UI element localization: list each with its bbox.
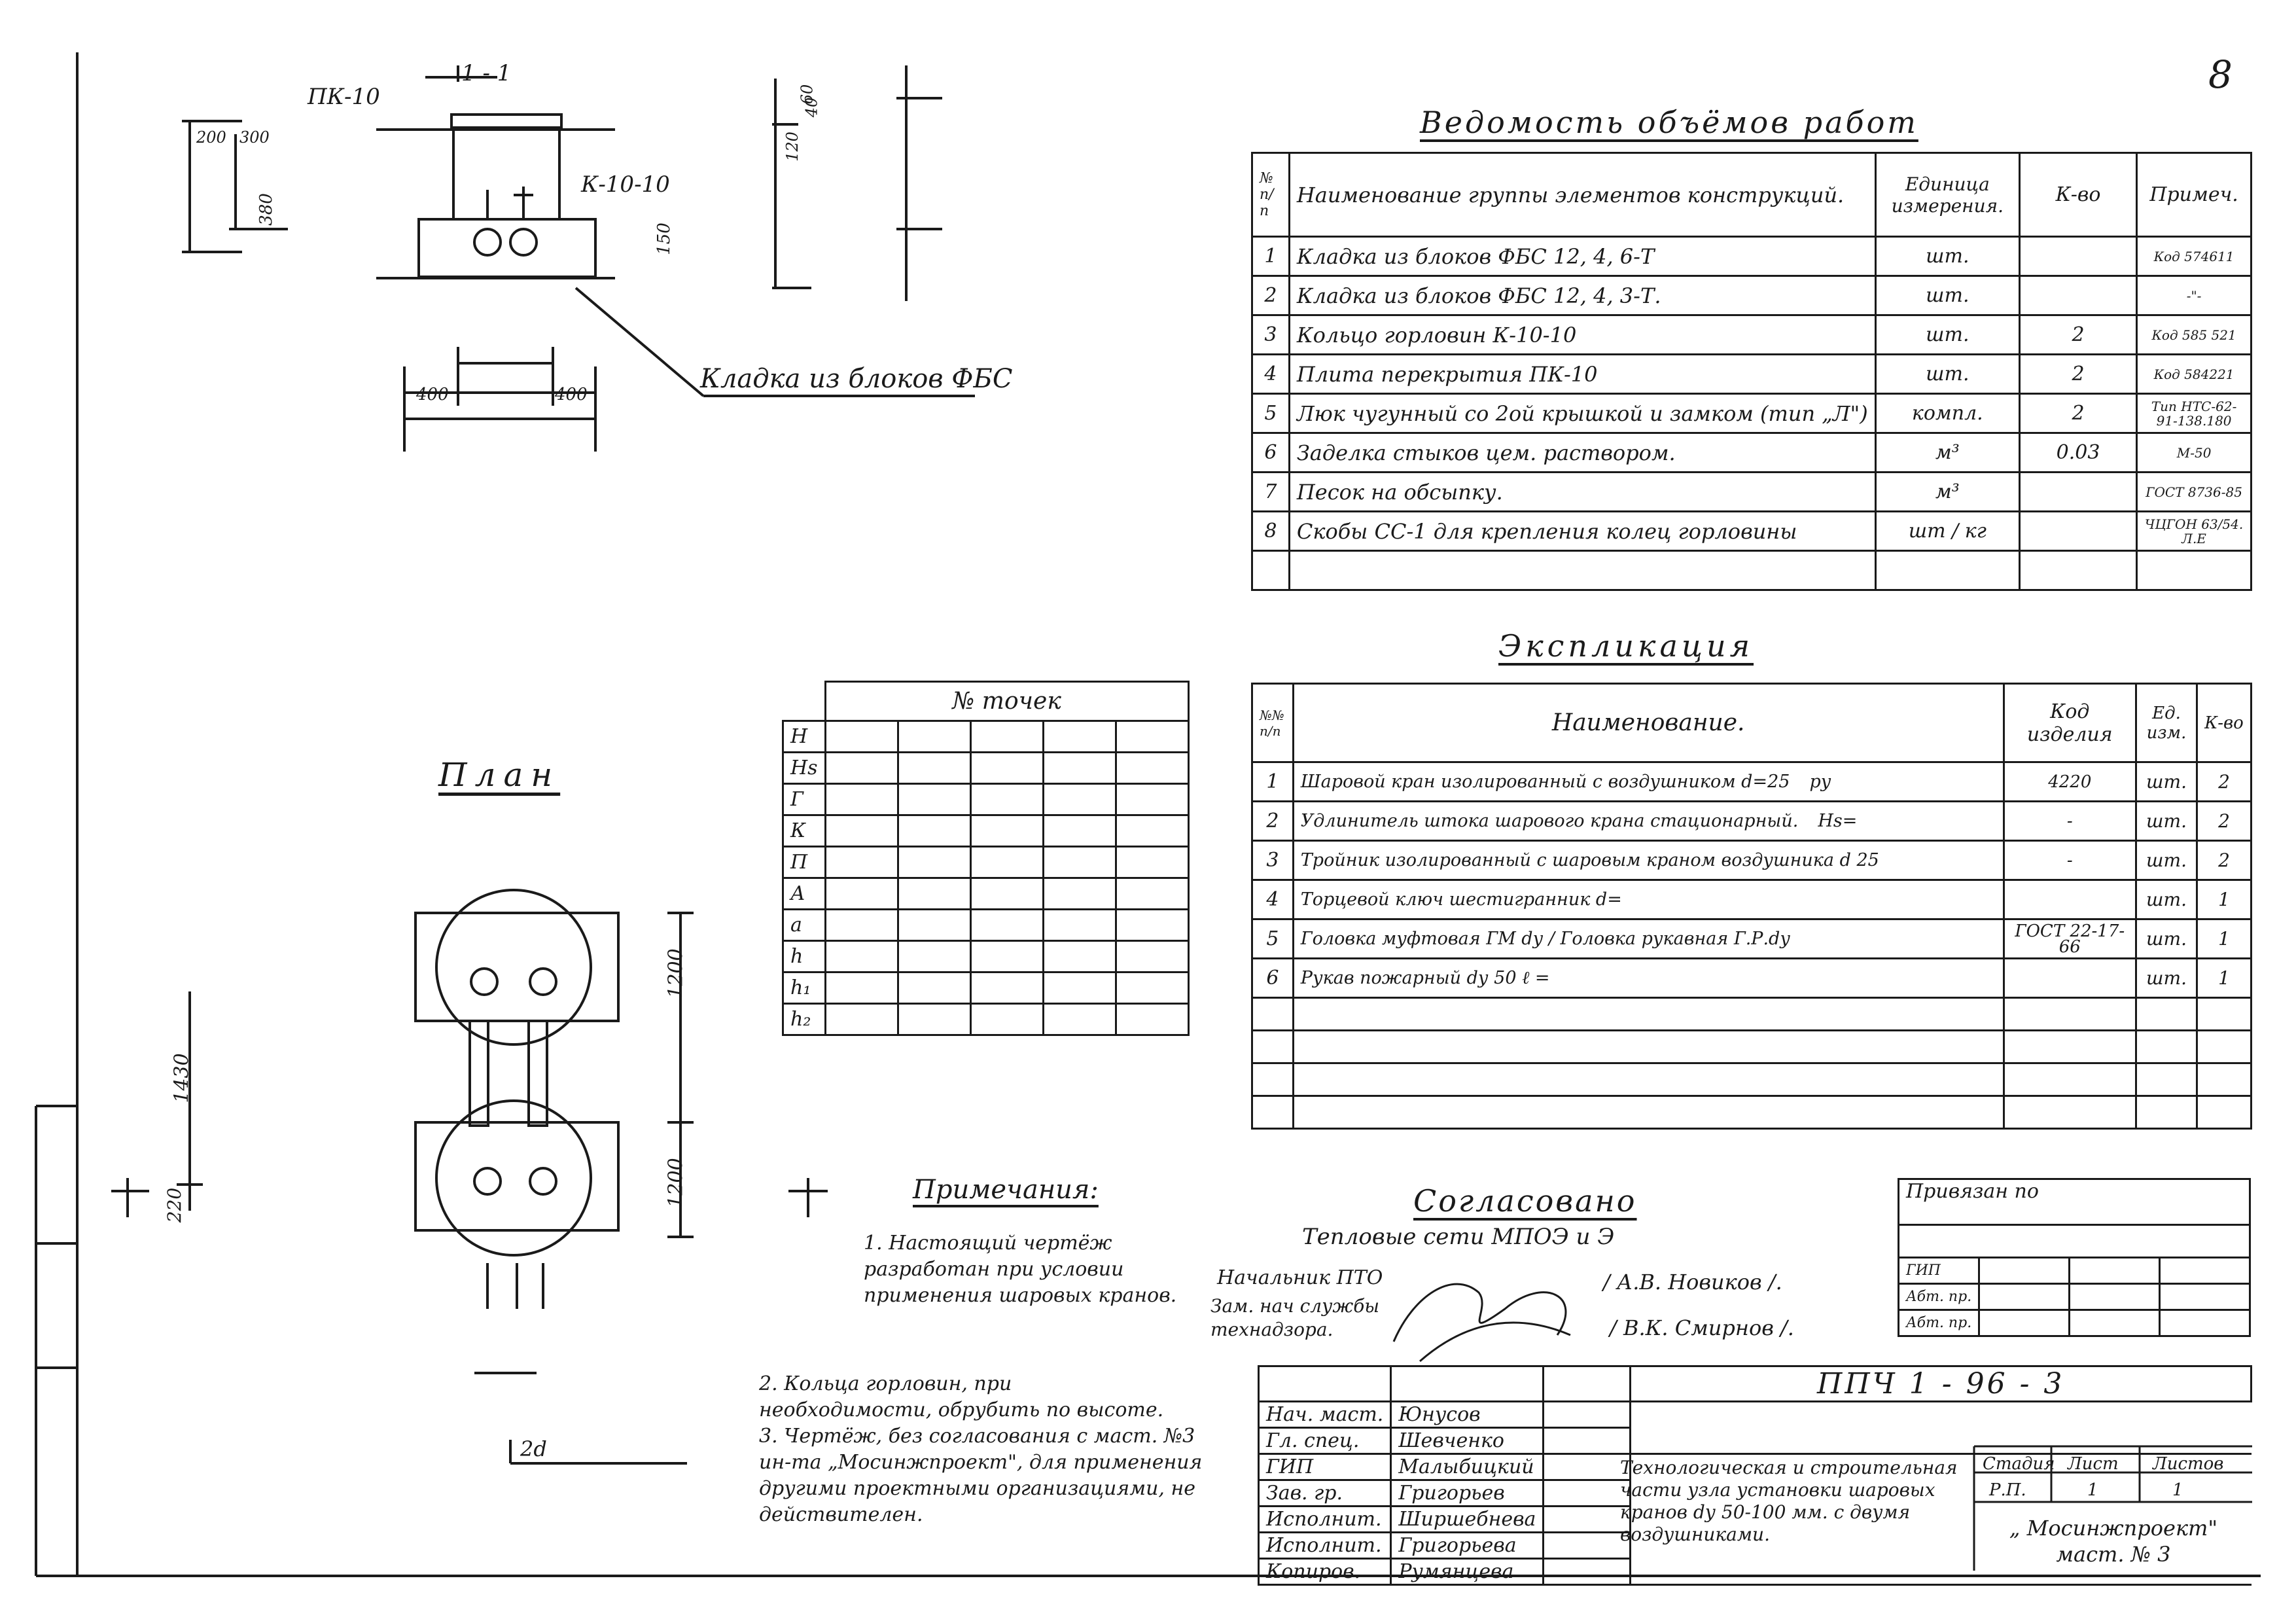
volumes-cell-unit: шт / кг <box>1875 512 2019 551</box>
volumes-cell-name: Плита перекрытия ПК-10 <box>1289 355 1875 394</box>
volumes-cell-name: Скобы СС-1 для крепления колец горловины <box>1289 512 1875 551</box>
points-row-label: а <box>783 910 826 941</box>
points-cell <box>825 910 898 941</box>
explication-row <box>1252 802 2252 841</box>
volumes-cell-name: Кладка из блоков ФБС 12, 4, 6-Т <box>1289 237 1875 276</box>
sheet-number: 8 <box>2208 52 2233 97</box>
explication-cell-qty <box>2197 1031 2251 1063</box>
points-cell <box>825 972 898 1004</box>
volumes-cell-note: М-50 <box>2137 433 2252 473</box>
volumes-cell-name <box>1289 551 1875 590</box>
explication-cell-unit: шт. <box>2136 841 2197 880</box>
volumes-cell-num <box>1252 551 1290 590</box>
stamp-sheet: 1 <box>2087 1480 2098 1500</box>
approval-title: Согласовано <box>1413 1183 1637 1219</box>
stamp-sheets-label: Листов <box>2153 1454 2224 1474</box>
points-cell <box>970 1004 1043 1035</box>
volumes-cell-name: Песок на обсыпку. <box>1289 473 1875 512</box>
volumes-cell-num: 4 <box>1252 355 1290 394</box>
volumes-row <box>1252 276 2252 315</box>
volumes-cell-note: ГОСТ 8736-85 <box>2137 473 2252 512</box>
explication-cell-num: 3 <box>1252 841 1294 880</box>
volumes-row <box>1252 551 2252 590</box>
dim-220: 220 <box>164 1187 186 1223</box>
points-cell <box>970 910 1043 941</box>
points-cell <box>1116 941 1188 972</box>
volumes-cell-unit: шт. <box>1875 237 2019 276</box>
points-cell <box>898 941 970 972</box>
volumes-cell-qty: 2 <box>2019 355 2136 394</box>
dim-400-right: 400 <box>555 385 588 404</box>
volumes-row <box>1252 433 2252 473</box>
volumes-row <box>1252 315 2252 355</box>
approval-org: Тепловые сети МПОЭ и Э <box>1302 1224 1615 1250</box>
points-cell <box>1043 910 1116 941</box>
stamp-staff-signature <box>1544 1559 1631 1585</box>
points-cell <box>825 753 898 784</box>
points-cell <box>825 847 898 878</box>
explication-cell-unit <box>2136 1031 2197 1063</box>
points-cell <box>1116 878 1188 910</box>
points-row <box>783 721 1189 753</box>
stamp-sheets: 1 <box>2172 1480 2183 1500</box>
explication-cell-qty: 1 <box>2197 880 2251 919</box>
explication-extra-text: Нs= <box>1818 810 1858 831</box>
points-cell <box>1043 753 1116 784</box>
points-cell <box>1116 972 1188 1004</box>
volumes-cell-note <box>2137 551 2252 590</box>
stamp-staff-name: Малыбицкий <box>1391 1454 1544 1480</box>
linked-cell <box>2160 1258 2250 1284</box>
volumes-cell-unit: шт. <box>1875 276 2019 315</box>
explication-cell-num <box>1252 1096 1294 1129</box>
points-cell <box>898 878 970 910</box>
stamp-staff-name: Григорьева <box>1391 1533 1544 1559</box>
explication-cell-name <box>1293 1096 2004 1129</box>
explication-cell-name <box>1293 959 2004 998</box>
explication-cell-qty <box>2197 998 2251 1031</box>
volumes-cell-unit: компл. <box>1875 394 2019 433</box>
dim-40: 40 <box>802 97 821 118</box>
volumes-cell-note: ЧЦГОН 63/54. Л.Е <box>2137 512 2252 551</box>
explication-cell-name <box>1293 1031 2004 1063</box>
stamp-staff-role: Гл. спец. <box>1259 1428 1391 1454</box>
points-cell <box>970 972 1043 1004</box>
points-row <box>783 753 1189 784</box>
volumes-cell-unit: м³ <box>1875 433 2019 473</box>
explication-header-unit: Ед. изм. <box>2136 684 2197 762</box>
linked-cell <box>2160 1310 2250 1336</box>
volumes-cell-num: 6 <box>1252 433 1290 473</box>
explication-name-text: Рукав пожарный dу 50 ℓ = <box>1300 967 1550 988</box>
explication-cell-unit: шт. <box>2136 880 2197 919</box>
volumes-row <box>1252 512 2252 551</box>
explication-cell-code: ГОСТ 22-17-66 <box>2004 919 2136 959</box>
explication-cell-code <box>2004 998 2136 1031</box>
volumes-cell-qty: 0.03 <box>2019 433 2136 473</box>
explication-row <box>1252 1031 2252 1063</box>
linked-row <box>1899 1258 2250 1284</box>
stamp-code: ППЧ 1 - 96 - 3 <box>1631 1366 2252 1402</box>
stamp-staff-name: Юнусов <box>1391 1402 1544 1428</box>
points-cell <box>1043 941 1116 972</box>
explication-row <box>1252 919 2252 959</box>
points-cell <box>1043 878 1116 910</box>
volumes-cell-qty: 2 <box>2019 394 2136 433</box>
points-cell <box>825 941 898 972</box>
dim-380: 380 <box>256 193 276 226</box>
note-2: 2. Кольца горловин, при необходимости, обрубить по высоте. <box>759 1372 1164 1421</box>
points-cell <box>898 910 970 941</box>
explication-cell-num <box>1252 998 1294 1031</box>
linked-row-label: ГИП <box>1899 1258 1979 1284</box>
approval-person-1: / А.В. Новиков /. <box>1603 1270 1782 1294</box>
linked-cell <box>2070 1310 2160 1336</box>
points-row-label: h₁ <box>783 972 826 1004</box>
explication-cell-code <box>2004 959 2136 998</box>
volumes-cell-num: 2 <box>1252 276 1290 315</box>
explication-cell-num <box>1252 1063 1294 1096</box>
points-row-label: П <box>783 847 826 878</box>
explication-cell-unit: шт. <box>2136 762 2197 802</box>
volumes-cell-note: Код 585 521 <box>2137 315 2252 355</box>
points-row-label: Н <box>783 721 826 753</box>
stamp-staff-signature <box>1544 1533 1631 1559</box>
points-cell <box>1043 784 1116 815</box>
explication-cell-qty: 1 <box>2197 959 2251 998</box>
volumes-cell-qty <box>2019 473 2136 512</box>
volumes-cell-qty <box>2019 551 2136 590</box>
explication-cell-num: 4 <box>1252 880 1294 919</box>
explication-cell-unit <box>2136 998 2197 1031</box>
points-row <box>783 972 1189 1004</box>
explication-row <box>1252 841 2252 880</box>
volumes-cell-note: Код 574611 <box>2137 237 2252 276</box>
explication-cell-qty: 2 <box>2197 762 2251 802</box>
plan-title: План <box>438 756 561 794</box>
explication-header-num: №№ п/п <box>1252 684 1294 762</box>
points-row <box>783 878 1189 910</box>
volumes-cell-name: Люк чугунный со 2ой крышкой и замком (тип „Л") <box>1289 394 1875 433</box>
stamp-staff-row <box>1259 1428 2252 1454</box>
points-row-label: Нs <box>783 753 826 784</box>
volumes-title: Ведомость объёмов работ <box>1420 105 1918 140</box>
linked-row <box>1899 1284 2250 1310</box>
explication-cell-unit <box>2136 1096 2197 1129</box>
approval-person-2: / В.К. Смирнов /. <box>1610 1315 1794 1340</box>
points-row-label: К <box>783 815 826 847</box>
explication-cell-code <box>2004 1031 2136 1063</box>
explication-header-name: Наименование. <box>1293 684 2004 762</box>
linked-row-label: Абт. пр. <box>1899 1310 1979 1336</box>
stamp-staff-signature <box>1544 1507 1631 1533</box>
points-cell <box>970 878 1043 910</box>
points-cell <box>898 1004 970 1035</box>
volumes-cell-qty <box>2019 237 2136 276</box>
volumes-cell-unit: шт. <box>1875 355 2019 394</box>
points-cell <box>1043 815 1116 847</box>
points-cell <box>1116 753 1188 784</box>
explication-row <box>1252 998 2252 1031</box>
volumes-cell-num: 8 <box>1252 512 1290 551</box>
note-3: 3. Чертёж, без согласования с маст. №3 ин-та „Мосинжпроект", для применения другими проектными организациями, не действителен. <box>759 1425 1203 1526</box>
points-row <box>783 941 1189 972</box>
points-row-label: h₂ <box>783 1004 826 1035</box>
points-cell <box>898 721 970 753</box>
volumes-header-note: Примеч. <box>2137 153 2252 237</box>
explication-name-text: Торцевой ключ шестигранник d= <box>1300 889 1622 910</box>
dim-300: 300 <box>239 128 270 147</box>
points-cell <box>970 753 1043 784</box>
points-row-label: Г <box>783 784 826 815</box>
stamp-staff-role: Исполнит. <box>1259 1533 1391 1559</box>
ring-label: К-10-10 <box>581 171 670 198</box>
points-cell <box>1043 972 1116 1004</box>
stamp-staff-row <box>1259 1402 2252 1428</box>
points-cell <box>1116 815 1188 847</box>
explication-table <box>1251 683 2252 1130</box>
explication-cell-name <box>1293 841 2004 880</box>
linked-row <box>1899 1310 2250 1336</box>
stamp-org: „ Мосинжпроект" маст. № 3 <box>2009 1516 2218 1567</box>
stamp-staff-signature <box>1544 1480 1631 1507</box>
explication-name-text: Шаровой кран изолированный с воздушником d=25 <box>1300 771 1790 792</box>
notes-title: Примечания: <box>913 1175 1099 1205</box>
explication-cell-code <box>2004 1063 2136 1096</box>
explication-cell-unit: шт. <box>2136 959 2197 998</box>
stamp-sheet-label: Лист <box>2068 1454 2119 1474</box>
dim-200: 200 <box>196 128 226 147</box>
linked-row-label: Абт. пр. <box>1899 1284 1979 1310</box>
dim-150: 150 <box>654 223 674 255</box>
volumes-cell-name: Заделка стыков цем. раствором. <box>1289 433 1875 473</box>
dim-400-left: 400 <box>416 385 449 404</box>
stamp-staff-role: Копиров. <box>1259 1559 1391 1585</box>
volumes-cell-num: 1 <box>1252 237 1290 276</box>
stamp-staff-signature <box>1544 1454 1631 1480</box>
stamp-staff-name: Шевченко <box>1391 1428 1544 1454</box>
stamp-stage: Р.П. <box>1989 1480 2026 1500</box>
explication-cell-qty: 2 <box>2197 802 2251 841</box>
stamp-staff-name: Ширшебнева <box>1391 1507 1544 1533</box>
volumes-row <box>1252 394 2252 433</box>
explication-cell-code: 4220 <box>2004 762 2136 802</box>
linked-cell <box>1979 1258 2070 1284</box>
volumes-cell-note: -"- <box>2137 276 2252 315</box>
explication-cell-num: 6 <box>1252 959 1294 998</box>
stamp-staff-signature <box>1544 1402 1631 1428</box>
points-row <box>783 910 1189 941</box>
explication-cell-unit: шт. <box>2136 919 2197 959</box>
points-cell <box>970 815 1043 847</box>
explication-cell-code: - <box>2004 841 2136 880</box>
volumes-row <box>1252 473 2252 512</box>
volumes-cell-note: Тип НТС-62-91-138.180 <box>2137 394 2252 433</box>
volumes-cell-qty <box>2019 512 2136 551</box>
volumes-cell-unit: м³ <box>1875 473 2019 512</box>
mark-2d: 2d <box>520 1436 547 1461</box>
points-cell <box>898 847 970 878</box>
volumes-cell-num: 5 <box>1252 394 1290 433</box>
explication-header-code: Код изделия <box>2004 684 2136 762</box>
explication-name-text: Удлинитель штока шарового крана стационарный. <box>1300 810 1799 831</box>
volumes-header-num: № п/п <box>1252 153 1290 237</box>
stamp-staff-role: Нач. маст. <box>1259 1402 1391 1428</box>
points-row-label: h <box>783 941 826 972</box>
points-cell <box>970 847 1043 878</box>
explication-title: Экспликация <box>1498 628 1754 664</box>
points-cell <box>1116 910 1188 941</box>
explication-cell-name <box>1293 919 2004 959</box>
volumes-table <box>1251 152 2252 591</box>
volumes-row <box>1252 355 2252 394</box>
dim-1200-bottom: 1200 <box>664 1158 688 1208</box>
dim-120: 120 <box>783 132 802 162</box>
points-cell <box>1043 721 1116 753</box>
points-cell <box>1116 784 1188 815</box>
points-row <box>783 784 1189 815</box>
approval-role-1: Начальник ПТО <box>1217 1266 1383 1289</box>
explication-cell-code: - <box>2004 802 2136 841</box>
explication-cell-qty <box>2197 1096 2251 1129</box>
points-cell <box>825 815 898 847</box>
linked-cell <box>1979 1310 2070 1336</box>
explication-cell-code <box>2004 1096 2136 1129</box>
points-row <box>783 847 1189 878</box>
points-cell <box>825 721 898 753</box>
stamp-staff-name: Румянцева <box>1391 1559 1544 1585</box>
section-title: 1 - 1 <box>461 60 512 86</box>
volumes-cell-num: 3 <box>1252 315 1290 355</box>
explication-cell-code <box>2004 880 2136 919</box>
explication-cell-num: 5 <box>1252 919 1294 959</box>
masonry-label: Кладка из блоков ФБС <box>700 364 1013 394</box>
points-row-label: А <box>783 878 826 910</box>
explication-cell-name <box>1293 880 2004 919</box>
points-cell <box>898 753 970 784</box>
explication-row <box>1252 1096 2252 1129</box>
linked-table <box>1898 1178 2251 1337</box>
points-cell <box>825 784 898 815</box>
volumes-cell-name: Кольцо горловин К-10-10 <box>1289 315 1875 355</box>
explication-cell-qty: 2 <box>2197 841 2251 880</box>
linked-cell <box>2160 1284 2250 1310</box>
volumes-header-qty: К-во <box>2019 153 2136 237</box>
stamp-description: Технологическая и строительная части узла установки шаровых кранов dу 50-100 мм. с двумя воздушниками. <box>1620 1457 1958 1545</box>
explication-row <box>1252 1063 2252 1096</box>
stamp-staff-role: ГИП <box>1259 1454 1391 1480</box>
explication-name-text: Головка муфтовая ГМ dу / Головка рукавная Г.Р.dу <box>1300 928 1790 949</box>
dim-1430: 1430 <box>170 1053 194 1103</box>
volumes-cell-unit <box>1875 551 2019 590</box>
points-cell <box>1043 847 1116 878</box>
stamp-staff-signature <box>1544 1428 1631 1454</box>
points-table <box>782 681 1190 1036</box>
explication-cell-unit: шт. <box>2136 802 2197 841</box>
volumes-cell-name: Кладка из блоков ФБС 12, 4, 3-Т. <box>1289 276 1875 315</box>
points-title: № точек <box>825 682 1188 721</box>
stamp-staff-role: Зав. гр. <box>1259 1480 1391 1507</box>
linked-title: Привязан по <box>1899 1179 2250 1225</box>
explication-cell-qty <box>2197 1063 2251 1096</box>
explication-cell-num <box>1252 1031 1294 1063</box>
explication-cell-num: 2 <box>1252 802 1294 841</box>
note-1: 1. Настоящий чертёж разработан при условии применения шаровых кранов. <box>864 1232 1177 1307</box>
dim-1200-top: 1200 <box>664 948 688 999</box>
explication-row <box>1252 959 2252 998</box>
points-cell <box>1116 721 1188 753</box>
points-row <box>783 815 1189 847</box>
explication-row <box>1252 880 2252 919</box>
approval-role-2: Зам. нач службы технадзора. <box>1210 1295 1380 1340</box>
explication-cell-name <box>1293 998 2004 1031</box>
linked-cell <box>1979 1284 2070 1310</box>
points-cell <box>970 941 1043 972</box>
stamp-staff-name: Григорьев <box>1391 1480 1544 1507</box>
volumes-header-unit: Единица измерения. <box>1875 153 2019 237</box>
points-cell <box>825 1004 898 1035</box>
volumes-cell-unit: шт. <box>1875 315 2019 355</box>
volumes-cell-note: Код 584221 <box>2137 355 2252 394</box>
dim-60: 60 <box>798 84 817 105</box>
volumes-cell-qty: 2 <box>2019 315 2136 355</box>
linked-cell <box>2070 1284 2160 1310</box>
stamp-staff-role: Исполнит. <box>1259 1507 1391 1533</box>
explication-cell-name <box>1293 802 2004 841</box>
stamp-stage-label: Стадия <box>1983 1454 2055 1474</box>
explication-header-qty: К-во <box>2197 684 2251 762</box>
volumes-cell-qty <box>2019 276 2136 315</box>
points-cell <box>970 784 1043 815</box>
explication-row <box>1252 762 2252 802</box>
points-cell <box>1116 847 1188 878</box>
explication-cell-name <box>1293 762 2004 802</box>
points-cell <box>1116 1004 1188 1035</box>
linked-cell <box>2070 1258 2160 1284</box>
points-cell <box>1043 1004 1116 1035</box>
points-cell <box>898 972 970 1004</box>
points-row <box>783 1004 1189 1035</box>
explication-extra-text: ру <box>1809 771 1831 792</box>
points-cell <box>898 815 970 847</box>
explication-name-text: Тройник изолированный с шаровым краном воздушника d 25 <box>1300 849 1879 870</box>
explication-cell-qty: 1 <box>2197 919 2251 959</box>
explication-cell-name <box>1293 1063 2004 1096</box>
explication-cell-num: 1 <box>1252 762 1294 802</box>
volumes-row <box>1252 237 2252 276</box>
explication-cell-unit <box>2136 1063 2197 1096</box>
points-cell <box>825 878 898 910</box>
slab-label: ПК-10 <box>308 84 380 110</box>
volumes-cell-num: 7 <box>1252 473 1290 512</box>
points-cell <box>970 721 1043 753</box>
points-cell <box>898 784 970 815</box>
volumes-header-name: Наименование группы элементов конструкций. <box>1289 153 1875 237</box>
